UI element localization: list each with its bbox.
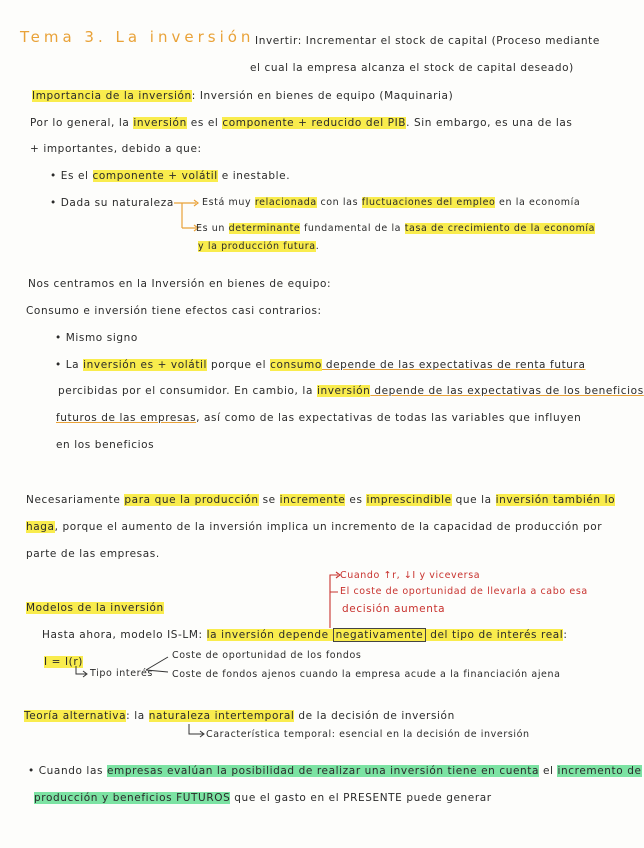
text: se: [258, 494, 280, 506]
highlight-componente-reducido: componente + reducido del PIB: [222, 117, 407, 129]
branch-empleo: [202, 196, 580, 210]
page-title: Tema 3. La inversión: [20, 28, 255, 46]
option-coste-ajenos: Coste de fondos ajenos cuando la empresa acude a la financiación ajena: [172, 669, 561, 680]
necesariamente-line-3: parte de las empresas.: [26, 548, 160, 560]
branch-determinante: [196, 222, 595, 236]
bienes-line-3: [58, 384, 644, 398]
text: porque el: [207, 359, 271, 371]
highlight-imprescindible: imprescindible: [366, 494, 452, 506]
highlight-incremento: incremento de: [557, 765, 642, 777]
branch-produccion-futura: [198, 240, 319, 254]
highlight-modelos: Modelos de la inversión: [26, 602, 164, 614]
red-note-2: El coste de oportunidad de llevarla a cabo esa: [340, 586, 588, 597]
highlight-consumo: consumo: [270, 359, 322, 371]
text: Por lo general, la: [30, 117, 134, 129]
definition-line-2: el cual la empresa alcanza el stock de capital deseado): [250, 62, 574, 74]
text: • Es el: [50, 170, 93, 182]
text: fundamental de la: [300, 223, 405, 234]
text: es: [345, 494, 367, 506]
bullet-naturaleza: • Dada su naturaleza: [50, 197, 174, 209]
underline-futuros-empresas: futuros de las empresas: [56, 412, 197, 424]
highlight-incremente: incremente: [279, 494, 346, 506]
text: . Sin embargo, es una de las: [406, 117, 573, 129]
importancia-paragraph-1: [30, 116, 572, 130]
tipo-interes-label: Tipo interés: [90, 668, 153, 679]
bullet-mismo-signo: • Mismo signo: [55, 332, 138, 344]
bullet-volatil-consumo: [55, 358, 586, 372]
importancia-heading-rest: : Inversión en bienes de equipo (Maquinaria): [191, 90, 454, 102]
highlight-produccion-futuros: producción y beneficios FUTUROS: [34, 792, 231, 804]
text: : la: [126, 710, 149, 722]
importancia-paragraph-2: + importantes, debido a que:: [30, 143, 202, 155]
red-note-3: decisión aumenta: [342, 603, 446, 615]
option-coste-oportunidad: Coste de oportunidad de los fondos: [172, 650, 362, 661]
modelos-heading: [26, 601, 164, 615]
underline-expectativas-beneficios: depende de las expectativas de los beneficios: [370, 385, 644, 397]
teoria-line-3: [28, 764, 642, 778]
text: que el gasto en el PRESENTE puede generar: [230, 792, 492, 804]
text: que la: [451, 494, 496, 506]
highlight-tasa-crecimiento: tasa de crecimiento de la economía: [404, 223, 596, 234]
highlight-produccion: para que la producción: [124, 494, 259, 506]
text: de la decisión de inversión: [294, 710, 455, 722]
red-note-1: Cuando ↑r, ↓I y viceversa: [340, 570, 481, 581]
text: Está muy: [202, 197, 255, 208]
text: .: [315, 241, 320, 252]
text: Es un: [196, 223, 229, 234]
bienes-line-1: Nos centramos en la Inversión en bienes de equipo:: [28, 278, 332, 290]
text: con las: [316, 197, 362, 208]
boxed-negativamente: negativamente: [333, 628, 427, 642]
highlight-inversion: inversión: [316, 385, 371, 397]
highlight-determinante: determinante: [228, 223, 301, 234]
text: percibidas por el consumidor. En cambio, la: [58, 385, 317, 397]
importancia-heading: Importancia de la inversión: [32, 90, 192, 102]
highlight-tipo-interes: del tipo de interés real: [426, 629, 564, 641]
highlight-componente-volatil: componente + volátil: [92, 170, 218, 182]
highlight-intertemporal: naturaleza intertemporal: [148, 710, 295, 722]
highlight-teoria: Teoría alternativa: [24, 710, 127, 722]
highlight-depende: la inversión depende: [206, 629, 333, 641]
text: el: [539, 765, 558, 777]
highlight-haga: haga: [26, 521, 55, 533]
necesariamente-line-2: [26, 520, 602, 534]
definition-line-1: Invertir: Incrementar el stock de capital (Proceso mediante: [255, 35, 600, 47]
text: Hasta ahora, modelo IS-LM:: [42, 629, 207, 641]
highlight-mas-volatil: es + volátil: [136, 359, 208, 371]
teoria-line-2: Característica temporal: esencial en la decisión de inversión: [206, 729, 530, 740]
highlight-fluctuaciones: fluctuaciones del empleo: [361, 197, 496, 208]
highlight-inversion: inversión: [133, 117, 187, 129]
highlight-inversion: inversión: [83, 359, 137, 371]
importancia-line: [32, 89, 453, 103]
highlight-relacionada: relacionada: [254, 197, 317, 208]
text: • Cuando las: [28, 765, 107, 777]
bullet-volatil: [50, 169, 290, 183]
necesariamente-line-1: [26, 493, 615, 507]
bienes-line-5: en los beneficios: [56, 439, 155, 451]
bienes-line-4: [56, 411, 581, 425]
text: Necesariamente: [26, 494, 125, 506]
text: • La: [55, 359, 84, 371]
text: en la economía: [495, 197, 581, 208]
highlight-empresas-evaluan: empresas evalúan la posibilidad de realizar una inversión tiene en cuenta: [107, 765, 540, 777]
teoria-line-4: [34, 791, 492, 805]
highlight-produccion-futura: y la producción futura: [198, 241, 316, 252]
highlight-formula: I = I(r): [44, 656, 83, 668]
teoria-line-1: [24, 709, 455, 723]
text: , así como de las expectativas de todas las variables que influyen: [196, 412, 582, 424]
text: e inestable.: [217, 170, 291, 182]
underline-expectativas-renta: depende de las expectativas de renta futura: [321, 359, 586, 371]
text: :: [563, 629, 568, 641]
bienes-line-2: Consumo e inversión tiene efectos casi contrarios:: [26, 305, 322, 317]
text: , porque el aumento de la inversión implica un incremento de la capacidad de producción por: [54, 521, 603, 533]
text: es el: [186, 117, 223, 129]
highlight-inversion-tambien: inversión también lo: [495, 494, 616, 506]
modelos-line-1: [42, 628, 567, 642]
